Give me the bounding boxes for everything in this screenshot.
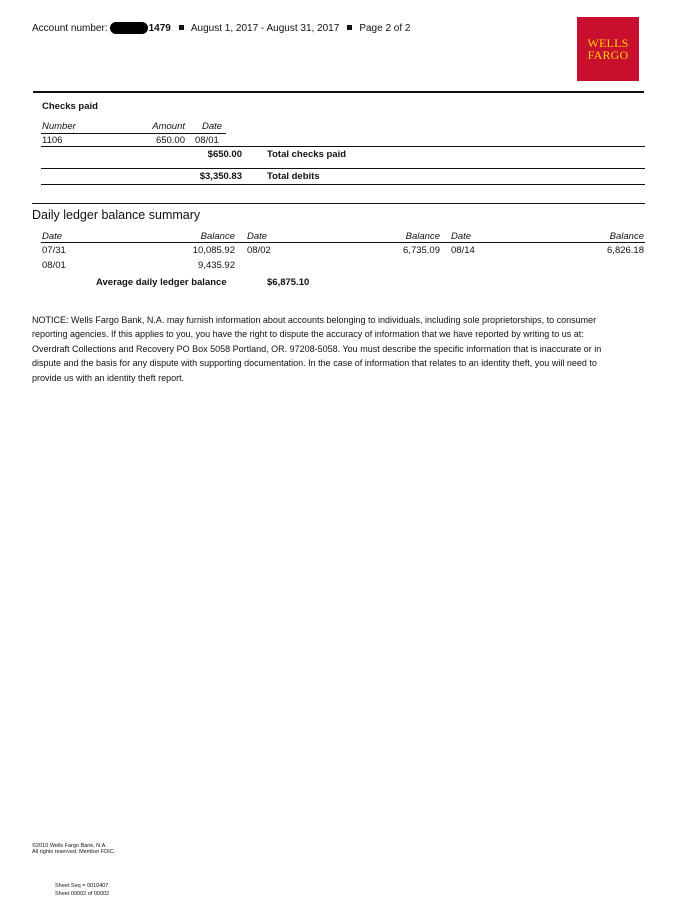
ledger-balance: 6,735.09 <box>403 245 440 256</box>
ledger-date: 08/01 <box>42 260 66 271</box>
ledger-header-date-2: Date <box>247 231 268 242</box>
total-debits-value: $3,350.83 <box>199 171 242 182</box>
statement-header <box>32 22 410 34</box>
average-balance-value: $6,875.10 <box>267 277 310 288</box>
separator-square-icon <box>347 25 352 30</box>
checks-header-rule <box>41 133 226 134</box>
ledger-balance: 6,826.18 <box>607 245 644 256</box>
checks-header-date: Date <box>202 121 223 132</box>
ledger-header-date-1: Date <box>42 231 63 242</box>
sheet-count: Sheet 00002 of 00002 <box>55 891 110 897</box>
total-checks-value: $650.00 <box>207 149 242 160</box>
average-balance-label: Average daily ledger balance <box>96 277 227 288</box>
ledger-date: 07/31 <box>42 245 66 256</box>
wells-fargo-logo <box>577 17 639 81</box>
checks-header-number: Number <box>42 121 76 132</box>
header-divider <box>33 91 644 93</box>
total-checks-label: Total checks paid <box>267 149 347 160</box>
ledger-header-balance-2: Balance <box>405 231 440 242</box>
ledger-date: 08/14 <box>451 245 475 256</box>
separator-square-icon <box>179 25 184 30</box>
ledger-header-balance-3: Balance <box>609 231 644 242</box>
ledger-title: Daily ledger balance summary <box>32 208 201 222</box>
logo-line-1: WELLS <box>587 36 629 50</box>
logo-line-2: FARGO <box>587 48 629 62</box>
ledger-header-date-3: Date <box>451 231 472 242</box>
ledger-header-rule <box>41 242 645 243</box>
checks-paid-title: Checks paid <box>42 101 98 112</box>
check-amount: 650.00 <box>155 135 185 146</box>
page-indicator: Page 2 of 2 <box>359 22 411 34</box>
ledger-balance: 10,085.92 <box>192 245 235 256</box>
account-number-suffix: 1479 <box>148 22 171 34</box>
total-debits-rule-top <box>41 168 645 169</box>
checks-row-rule <box>41 146 645 147</box>
account-label: Account number: <box>32 22 108 34</box>
total-debits-rule-bottom <box>41 184 645 185</box>
statement-period: August 1, 2017 - August 31, 2017 <box>190 22 340 34</box>
check-number: 1106 <box>42 135 63 146</box>
ledger-header-balance-1: Balance <box>200 231 235 242</box>
redaction-mark <box>110 22 148 34</box>
copyright-line-2: All rights reserved. Member FDIC. <box>32 849 116 855</box>
sheet-sequence: Sheet Seq = 0010407 <box>55 883 109 889</box>
check-date: 08/01 <box>195 135 219 146</box>
copyright-line-1: ©2010 Wells Fargo Bank, N.A. <box>32 843 107 849</box>
ledger-balance: 9,435.92 <box>198 260 235 271</box>
total-debits-label: Total debits <box>267 171 320 182</box>
ledger-top-rule <box>32 203 645 204</box>
checks-header-amount: Amount <box>152 121 185 132</box>
notice-paragraph: NOTICE: Wells Fargo Bank, N.A. may furnish information about accounts belonging to individuals, including sole proprietorships, to consumer reporting agencies. If this applies to you, you have the right to dispute the accuracy of information that we have reported by writing to us at: Overdraft Collections and Recovery PO Box 5058 Portland, OR. 97208-5058. You must describe the specific information that is inaccurate or in dispute and the basis for any dispute with supporting documentation. In the case of information that relates to an identity theft, you will need to provide us with an identity theft report. <box>32 315 602 383</box>
ledger-date: 08/02 <box>247 245 271 256</box>
